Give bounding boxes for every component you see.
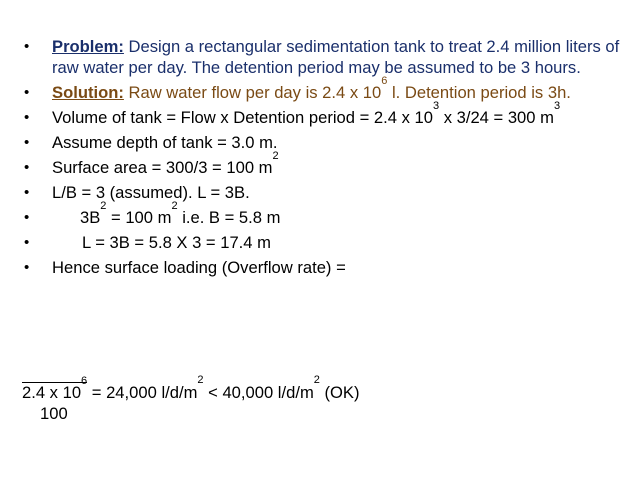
- formula-result: = 24,000 $l/d/m^2 < 40,000$ $l/d/m^2$ (OK): [87, 374, 360, 402]
- problem-label: Problem:: [52, 37, 124, 56]
- eq2-text: L = 3B = 5.8 X 3 = 17.4 m: [82, 232, 271, 252]
- bullet-dot: •: [24, 258, 30, 276]
- bullet-list: [22, 37, 622, 283]
- bullet-area: [22, 149, 622, 179]
- bullet-dot: •: [24, 208, 30, 226]
- bullet-ratio: [22, 183, 622, 204]
- bullet-dot: •: [24, 38, 30, 55]
- formula-numerator: 2.4 x $10^6$: [22, 375, 88, 402]
- solution-label: Solution:: [52, 82, 124, 102]
- hence-text: Hence surface loading (Overflow rate) =: [52, 257, 346, 277]
- ratio-text: L/B = 3 (assumed). L = 3B.: [52, 182, 250, 202]
- area-text: Surface area = 300/3 = 100 $m^2$: [52, 149, 279, 177]
- depth-text: Assume depth of tank = 3.0 m.: [52, 132, 278, 152]
- solution-text: Raw water flow per day is 2.4 x $10^6$ l. Detention period is 3h.: [123, 74, 571, 102]
- bullet-dot: •: [24, 83, 30, 101]
- formula-denominator: 100: [40, 404, 68, 423]
- problem-text: Design a rectangular sedimentation tank to treat 2.4 million liters of raw water per day. The detention period may be assumed to be 3 hours.: [52, 37, 620, 77]
- volume-text: Volume of tank = Flow x Detention period = 2.4 x $10^3$ x 3/24 = 300 $m^3$: [52, 99, 561, 127]
- bullet-dot: •: [24, 133, 30, 151]
- bullet-dot: •: [24, 183, 30, 201]
- bullet-eq1: [22, 199, 622, 229]
- bullet-dot: •: [24, 158, 30, 176]
- bullet-dot: •: [24, 108, 30, 126]
- bullet-eq2: [22, 233, 622, 254]
- bullet-hence: [22, 258, 622, 279]
- bullet-depth: [22, 133, 622, 154]
- bullet-solution: [22, 74, 622, 104]
- bullet-dot: •: [24, 233, 30, 251]
- eq1-text: $3B^2 = 100$ $m^2$ i.e. B = 5.8 m: [80, 199, 281, 227]
- bullet-problem: [22, 37, 622, 78]
- overflow-formula: [22, 374, 360, 403]
- bullet-volume: [22, 99, 622, 129]
